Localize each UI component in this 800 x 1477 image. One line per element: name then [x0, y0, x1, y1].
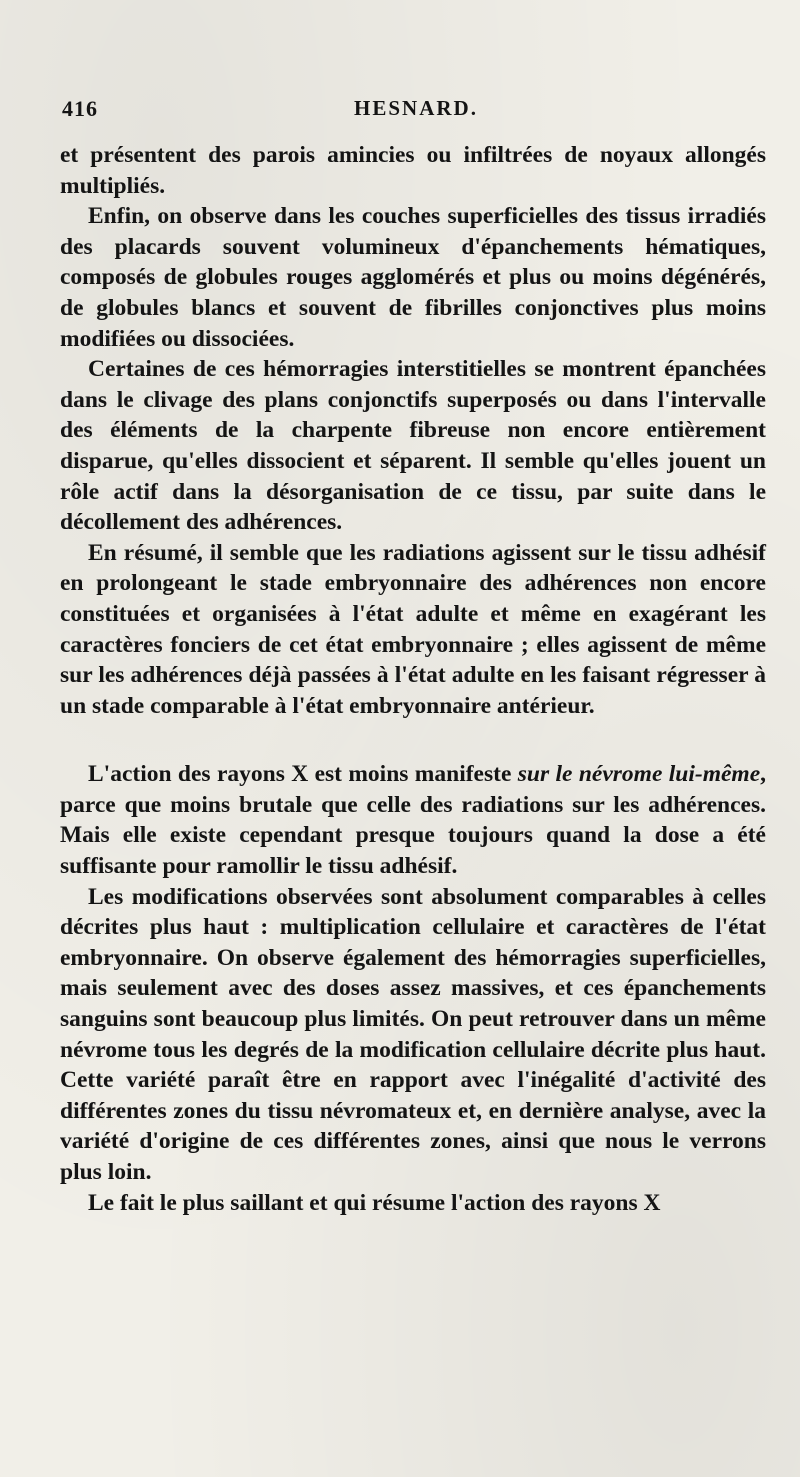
paragraph-5-italic: sur le névrome lui-même	[517, 761, 761, 788]
paragraph-3: Certaines de ces hémorragies interstitielles se montrent épanchées dans le clivage des plans conjonctifs superposés ou dans l'intervalle des éléments de la charpente fibreuse non encore entièrement disparue, qu'elles dissocient et séparent. Il semble qu'elles jouent un rôle actif dans la désorganisation de ce tissu, par suite dans le décollement des adhérences.	[60, 356, 766, 536]
running-head	[62, 96, 770, 132]
running-title: HESNARD.	[354, 96, 478, 120]
paragraph-5	[60, 759, 766, 881]
paragraph-5-end: , parce que moins brutale que celle des radiations sur les adhérences. Mais elle existe cependant presque toujours quand la dose a été suffisante pour ramollir le tissu adhésif.	[60, 761, 766, 880]
paragraph-7: Le fait le plus saillant et qui résume l'action des rayons X	[88, 1189, 661, 1216]
paragraph-2: Enfin, on observe dans les couches superficielles des tissus irradiés des placards souvent volumineux d'épanchements hématiques, composés de globules rouges agglomérés et plus ou moins dégénérés, de globules blancs et souvent de fibrilles conjonctives plus moins modifiées ou dissociées.	[60, 203, 766, 352]
paragraph-4: En résumé, il semble que les radiations agissent sur le tissu adhésif en prolongeant le stade embryonnaire des adhérences non encore constituées et organisées à l'état adulte et même en exagérant les caractères fonciers de cet état embryonnaire ; elles agissent de même sur les adhérences déjà passées à l'état adulte en les faisant régresser à un stade comparable à l'état embryonnaire antérieur.	[60, 539, 766, 719]
section-gap	[60, 721, 766, 759]
paragraph-1: et présentent des parois amincies ou infiltrées de noyaux allongés multipliés.	[60, 142, 766, 199]
paragraph-6: Les modifications observées sont absolument comparables à celles décrites plus haut : multiplication cellulaire et caractères de l'état embryonnaire. On observe également des hémorragies superficielles, mais seulement avec des doses assez massives, et ces épanchements sanguins sont beaucoup plus limités. On peut retrouver dans un même névrome tous les degrés de la modification cellulaire décrite plus haut. Cette variété paraît être en rapport avec l'inégalité d'activité des différentes zones du tissu névromateux et, en dernière analyse, avec la variété d'origine de ces différentes zones, ainsi que nous le verrons plus loin.	[60, 883, 766, 1185]
page-number: 416	[62, 96, 98, 121]
body-text	[60, 140, 766, 1218]
paragraph-5-start: L'action des rayons X est moins manifeste	[88, 761, 518, 788]
